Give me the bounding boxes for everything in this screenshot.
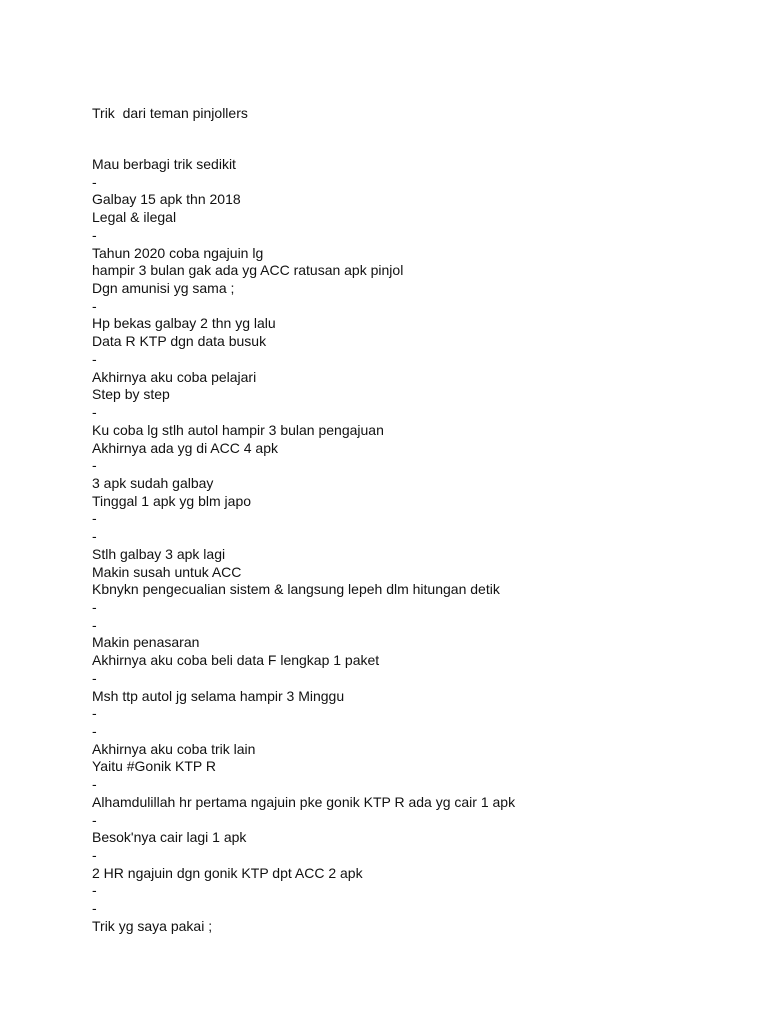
separator-line: -: [92, 297, 97, 314]
text-line: Mau berbagi trik sedikit: [92, 156, 236, 172]
separator-line: -: [92, 882, 97, 899]
separator-line: -: [92, 847, 97, 864]
text-line: hampir 3 bulan gak ada yg ACC ratusan apk pinjol: [92, 262, 404, 279]
text-line: Ku coba lg stlh autol hampir 3 bulan pengajuan: [92, 421, 384, 438]
text-line: Tahun 2020 coba ngajuin lg: [92, 244, 264, 261]
separator-line: -: [92, 510, 97, 527]
text-line: Step by step: [92, 386, 170, 403]
separator-line: -: [92, 173, 97, 190]
separator-line: -: [92, 404, 97, 421]
document-title: Trik dari teman pinjollers: [92, 105, 248, 121]
text-line: Makin penasaran: [92, 634, 200, 651]
document-body: [92, 156, 515, 936]
text-line: Besok'nya cair lagi 1 apk: [92, 829, 247, 846]
text-line: Hp bekas galbay 2 thn yg lalu: [92, 315, 276, 332]
text-line: Makin susah untuk ACC: [92, 563, 242, 580]
text-line: Stlh galbay 3 apk lagi: [92, 545, 226, 562]
text-line: Akhirnya aku coba pelajari: [92, 368, 257, 385]
text-line: 3 apk sudah galbay: [92, 474, 214, 491]
separator-line: -: [92, 350, 97, 367]
text-line: Alhamdulillah hr pertama ngajuin pke gonik KTP R ada yg cair 1 apk: [92, 793, 516, 810]
separator-line: -: [92, 616, 97, 633]
separator-line: -: [92, 705, 97, 722]
text-line: Data R KTP dgn data busuk: [92, 333, 267, 350]
text-line: Yaitu #Gonik KTP R: [92, 758, 216, 775]
text-line: Akhirnya aku coba beli data F lengkap 1 paket: [92, 652, 380, 669]
separator-line: -: [92, 457, 97, 474]
separator-line: -: [92, 900, 97, 917]
text-line: Kbnykn pengecualian sistem & langsung lepeh dlm hitungan detik: [92, 581, 500, 598]
separator-line: -: [92, 226, 97, 243]
separator-line: -: [92, 669, 97, 686]
text-line: Msh ttp autol jg selama hampir 3 Minggu: [92, 687, 345, 704]
text-line: Legal & ilegal: [92, 209, 177, 226]
separator-line: -: [92, 811, 97, 828]
separator-line: -: [92, 528, 97, 545]
text-line: Galbay 15 apk thn 2018: [92, 191, 241, 208]
separator-line: -: [92, 723, 97, 739]
separator-line: -: [92, 598, 97, 615]
text-line: Trik yg saya pakai ;: [92, 917, 213, 934]
text-line: Akhirnya ada yg di ACC 4 apk: [92, 439, 278, 456]
separator-line: -: [92, 776, 97, 793]
text-line: Dgn amunisi yg sama ;: [92, 280, 235, 297]
text-line: Tinggal 1 apk yg blm japo: [92, 492, 252, 509]
text-line: Akhirnya aku coba trik lain: [92, 740, 256, 757]
text-line: 2 HR ngajuin dgn gonik KTP dpt ACC 2 apk: [92, 864, 363, 881]
